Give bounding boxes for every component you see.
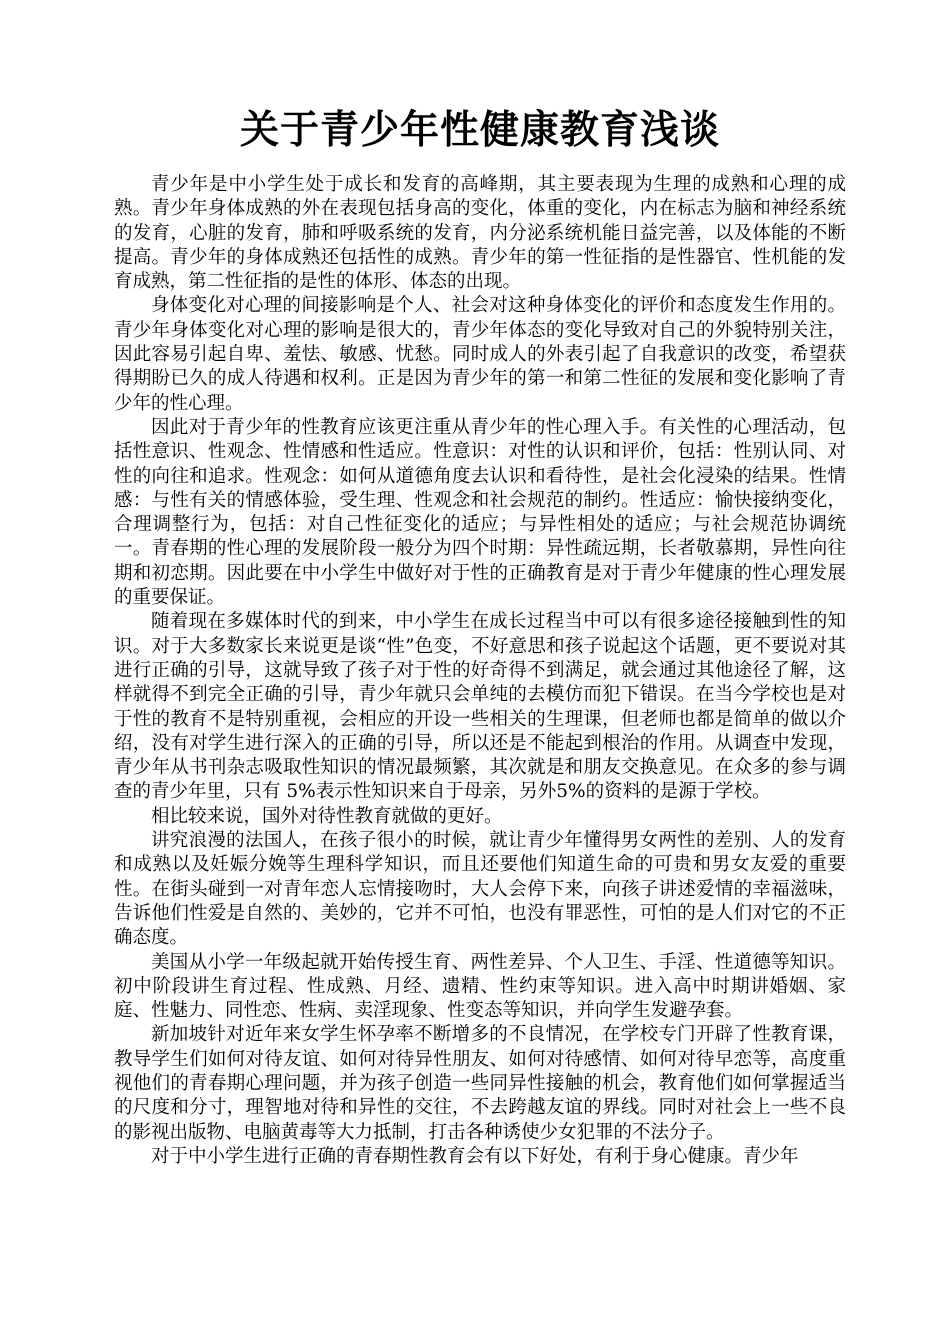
paragraph: 身体变化对心理的间接影响是个人、社会对这种身体变化的评价和态度发生作用的。青少年身体变化对心理的影响是很大的，青少年体态的变化导致对自己的外貌特别关注，因此容易引起自卑、羞怯、敏感、忧愁。同时成人的外表引起了自我意识的改变，希望获得期盼已久的成人待遇和权利。正是因为青少年的第一和第二性征的发展和变化影响了青少年的性心理。 (114, 295, 846, 414)
paragraph: 美国从小学一年级起就开始传授生育、两性差异、个人卫生、手淫、性道德等知识。初中阶段讲生育过程、性成熟、月经、遗精、性约束等知识。进入高中时期讲婚姻、家庭、性魅力、同性恋、性病、卖淫现象、性变态等知识，并向学生发避孕套。 (114, 951, 846, 1022)
paragraph: 新加坡针对近年来女学生怀孕率不断增多的不良情况，在学校专门开辟了性教育课，教导学生们如何对待友谊、如何对待异性朋友、如何对待感情、如何对待早恋等，高度重视他们的青春期心理问题，并为孩子创造一些同异性接触的机会，教育他们如何掌握适当的尺度和分寸，理智地对待和异性的交往，不去跨越友谊的界线。同时对社会上一些不良的影视出版物、电脑黄毒等大力抵制，打击各种诱使少女犯罪的不法分子。 (114, 1024, 846, 1143)
document-page (114, 100, 846, 1169)
paragraph: 对于中小学生进行正确的青春期性教育会有以下好处，有利于身心健康。青少年 (151, 1145, 799, 1167)
paragraph: 相比较来说，国外对待性教育就做的更好。 (151, 805, 503, 827)
paragraph: 因此对于青少年的性教育应该更注重从青少年的性心理入手。有关性的心理活动，包括性意识、性观念、性情感和性适应。性意识：对性的认识和评价，包括：性别认同、对性的向往和追求。性观念：如何从道德角度去认识和看待性，是社会化浸染的结果。性情感：与性有关的情感体验，受生理、性观念和社会规范的制约。性适应：愉快接纳变化，合理调整行为，包括：对自己性征变化的适应；与异性相处的适应；与社会规范协调统一。青春期的性心理的发展阶段一般分为四个时期：异性疏远期，长者敬慕期，异性向往期和初恋期。因此要在中小学生中做好对于性的正确教育是对于青少年健康的性心理发展的重要保证。 (114, 416, 846, 609)
paragraph: 随着现在多媒体时代的到来，中小学生在成长过程当中可以有很多途径接触到性的知识。对于大多数家长来说更是谈“性”色变，不好意思和孩子说起这个话题，更不要说对其进行正确的引导，这就导致了孩子对于性的好奇得不到满足，就会通过其他途径了解，这样就得不到完全正确的引导，青少年就只会单纯的去模仿而犯下错误。在当今学校也是对于性的教育不是特别重视，会相应的开设一些相关的生理课，但老师也都是简单的做以介绍，没有对学生进行深入的正确的引导，所以还是不能起到根治的作用。从调查中发现，青少年从书刊杂志吸取性知识的情况最频繁，其次就是和朋友交换意见。在众多的参与调查的青少年里，只有 5%表示性知识来自于母亲，另外5%的资料的是源于学校。 (114, 611, 846, 803)
paragraph: 讲究浪漫的法国人，在孩子很小的时候，就让青少年懂得男女两性的差别、人的发育和成熟以及妊娠分娩等生理科学知识，而且还要他们知道生命的可贵和男女友爱的重要性。在街头碰到一对青年恋人忘情接吻时，大人会停下来，向孩子讲述爱情的幸福滋味，告诉他们性爱是自然的、美妙的，它并不可怕，也没有罪恶性，可怕的是人们对它的不正确态度。 (114, 830, 846, 949)
document-title: 关于青少年性健康教育浅谈 (239, 107, 720, 153)
paragraph: 青少年是中小学生处于成长和发育的高峰期，其主要表现为生理的成熟和心理的成熟。青少年身体成熟的外在表现包括身高的变化，体重的变化，内在标志为脑和神经系统的发育，心脏的发育，肺和呼吸系统的发育，内分泌系统机能日益完善，以及体能的不断提高。青少年的身体成熟还包括性的成熟。青少年的第一性征指的是性器官、性机能的发育成熟，第二性征指的是性的体形、体态的出现。 (114, 174, 846, 293)
